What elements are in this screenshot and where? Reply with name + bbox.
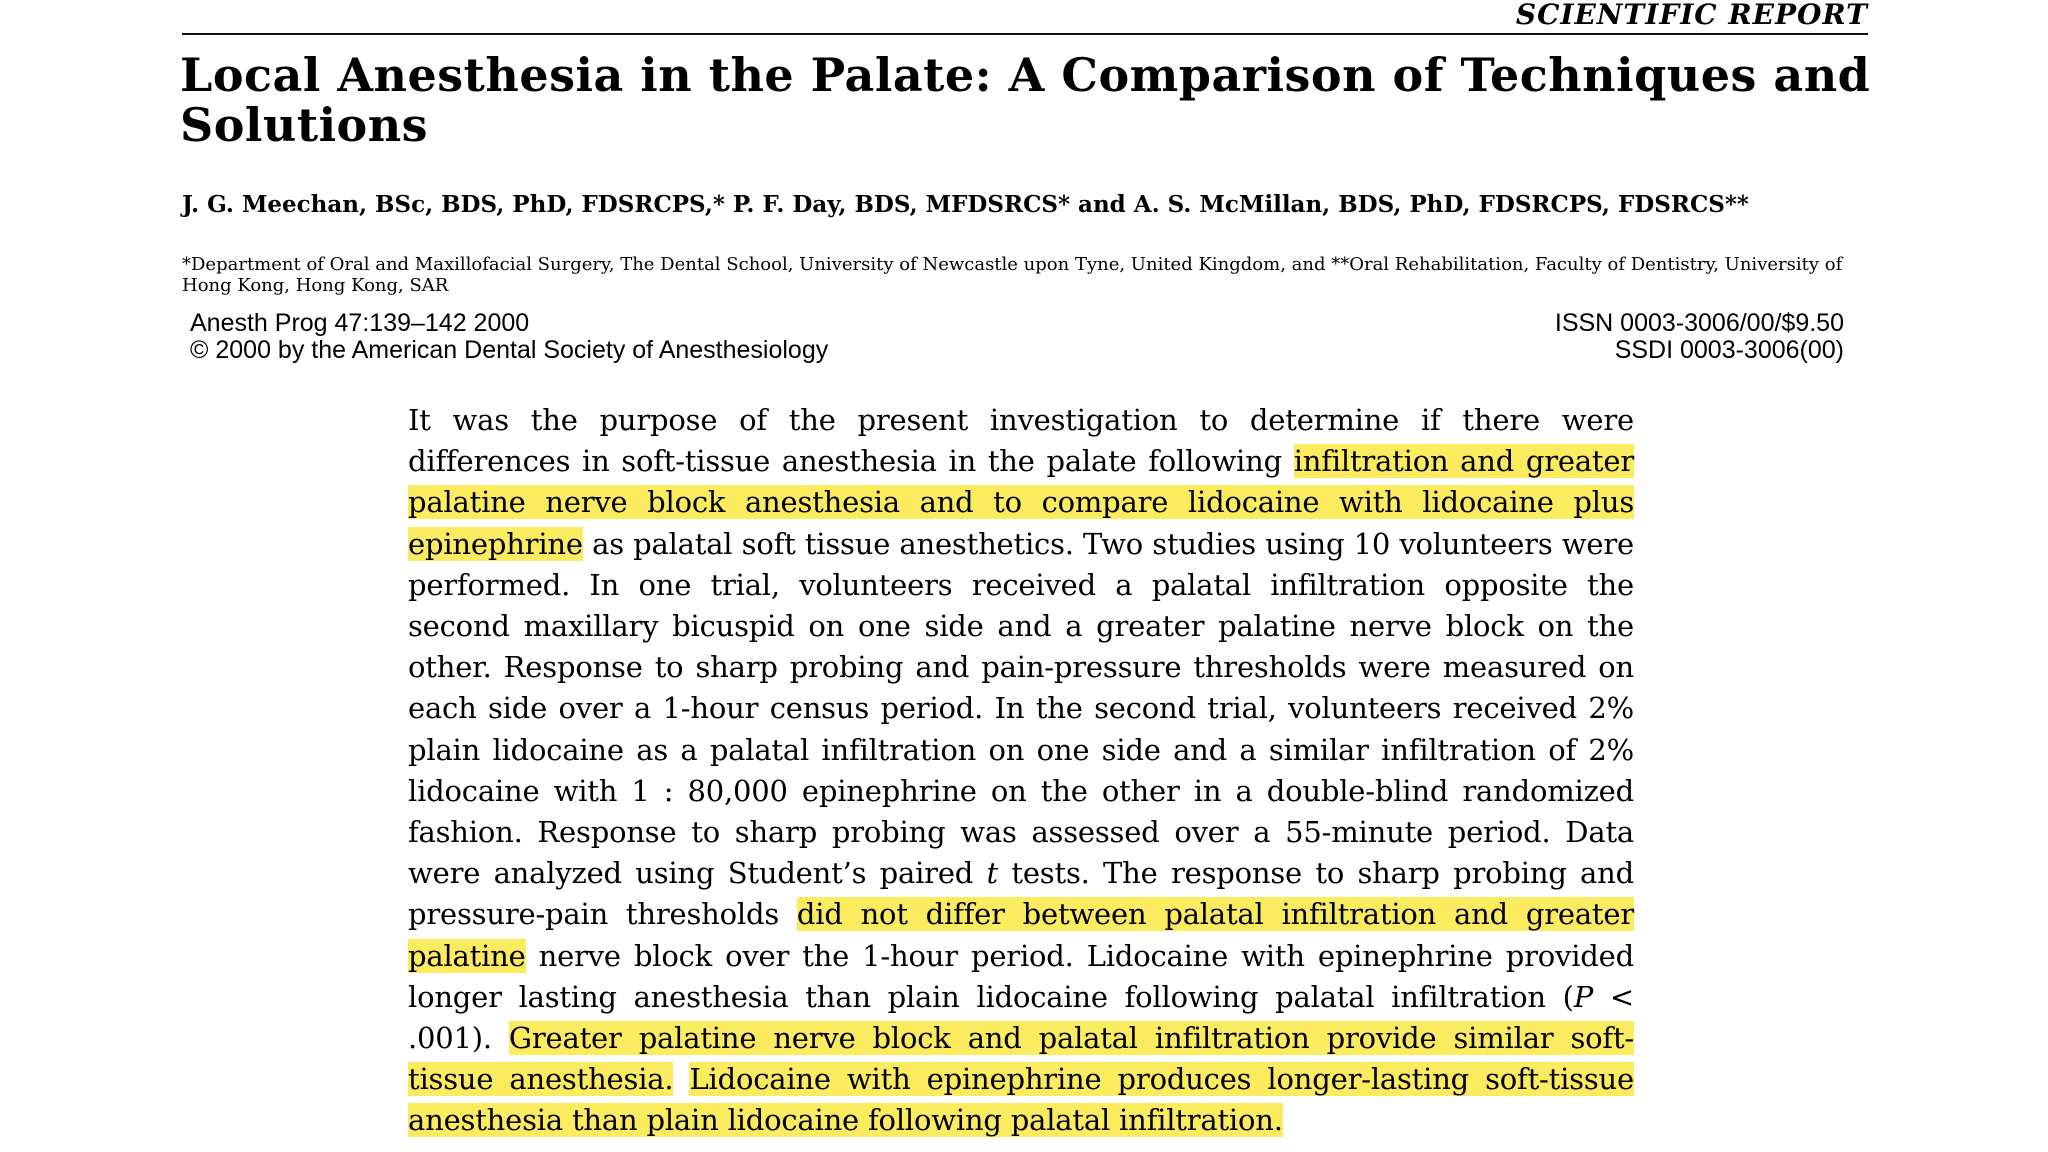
journal-citation: Anesth Prog 47:139–142 2000 [190,309,530,337]
issn-line: ISSN 0003-3006/00/$9.50 [1554,309,1844,337]
article-authors: J. G. Meechan, BSc, BDS, PhD, FDSRCPS,* P. F. Day, BDS, MFDSRCS* and A. S. McMillan, BDS, PhD, FDSRCPS, FDSRCS** [182,191,1749,218]
italic-symbol: P [1573,979,1594,1014]
highlighted-text: did not differ between palatal infiltration and greater palatine [408,897,1634,973]
abstract-text [673,1062,689,1096]
highlighted-text: infiltration and greater palatine nerve block anesthesia and to compare lidocaine with lidocaine plus epinephrine [408,444,1634,561]
abstract-text: nerve block over the 1-hour period. Lidocaine with epinephrine provided longer lasting anesthesia than plain lidocaine following palatal infiltration ( [408,938,1634,1014]
citation-left-block [190,310,828,364]
article-title: Local Anesthesia in the Palate: A Comparison of Techniques and Solutions [180,48,1871,152]
italic-symbol: t [986,856,999,891]
citation-right-block [1555,310,1844,364]
highlighted-text: Greater palatine nerve block and palatal infiltration provide similar soft-tissue anesthesia. [408,1021,1634,1097]
abstract-text: < .001). [408,979,1634,1056]
ssdi-line: SSDI 0003-3006(00) [1614,336,1844,364]
abstract-text: tests. The response to sharp probing and pressure-pain thresholds [408,856,1634,932]
section-label: SCIENTIFIC REPORT [1515,0,1868,31]
article-affiliation: *Department of Oral and Maxillofacial Surgery, The Dental School, University of Newcastle upon Tyne, United Kingdom, and **Oral Rehabilitation, Faculty of Dentistry, University of Hong Kong, Hong Kong, SAR [182,254,1843,296]
abstract-paragraph [408,400,1634,1142]
abstract-text: as palatal soft tissue anesthetics. Two studies using 10 volunteers were performed. In one trial, volunteers received a palatal infiltration opposite the second maxillary bicuspid on one side and a greater palatine nerve block on the other. Response to sharp probing and pain-pressure thresholds were measured on each side over a 1-hour census period. In the second trial, volunteers received 2% plain lidocaine as a palatal infiltration on one side and a similar infiltration of 2% lidocaine with 1 : 80,000 epinephrine on the other in a double-blind randomized fashion. Response to sharp probing was assessed over a 55-minute period. Data were analyzed using Student’s paired [408,526,1634,891]
highlighted-text: Lidocaine with epinephrine produces longer-lasting soft-tissue anesthesia than plain lidocaine following palatal infiltration. [408,1062,1634,1138]
header-rule [182,33,1868,35]
copyright-line: © 2000 by the American Dental Society of Anesthesiology [190,336,829,364]
abstract-text: It was the purpose of the present investigation to determine if there were differences in soft-tissue anesthesia in the palate following [408,403,1634,479]
